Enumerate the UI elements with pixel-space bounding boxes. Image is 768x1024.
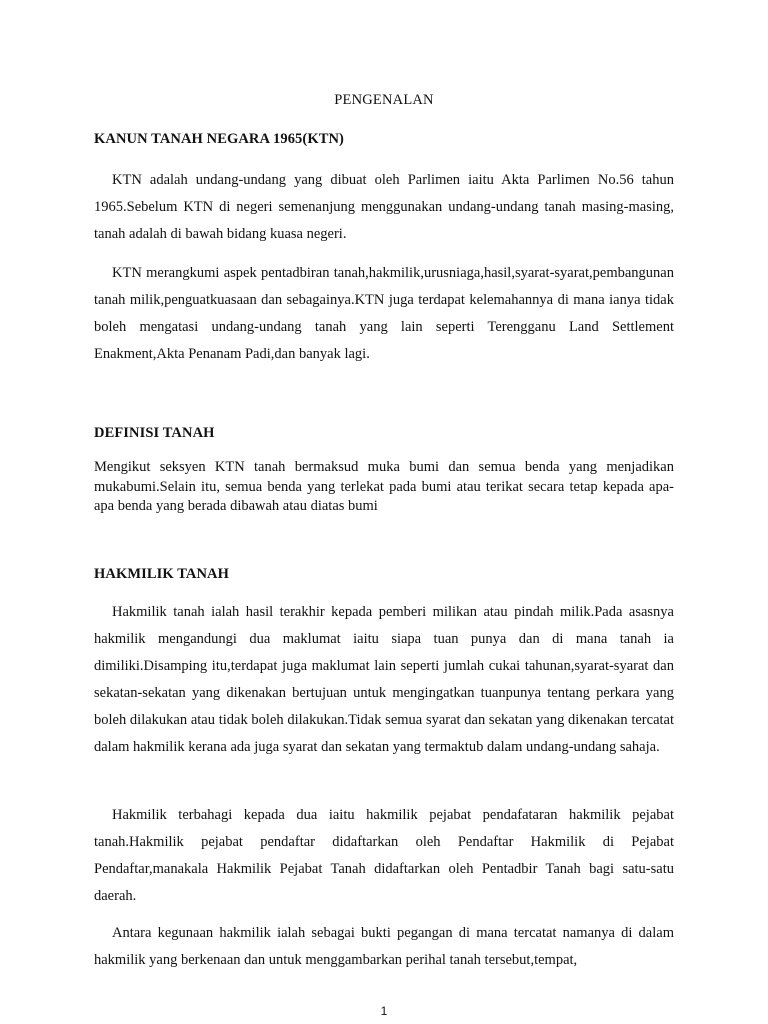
document-title: PENGENALAN xyxy=(334,92,434,108)
heading-definisi-tanah: DEFINISI TANAH xyxy=(94,425,215,441)
paragraph-hakmilik-1: Hakmilik tanah ialah hasil terakhir kepada pemberi milikan atau pindah milik.Pada asasnya hakmilik mengandungi dua maklumat iaitu siapa tuan punya dan di mana tanah ia dimiliki.Disamping itu,terdapat juga maklumat lain seperti jumlah cukai tahunan,syarat-syarat dan sekatan-sekatan yang dikenakan bertujuan untuk mengingatkan tuanpunya tentang perkara yang boleh dilakukan atau tidak boleh dilakukan.Tidak semua syarat dan sekatan yang dikenakan tercatat dalam hakmilik kerana ada juga syarat dan sekatan yang termaktub dalam undang-undang sahaja. xyxy=(94,604,674,755)
paragraph-ktn-2: KTN merangkumi aspek pentadbiran tanah,hakmilik,urusniaga,hasil,syarat-syarat,pembangunan tanah milik,penguatkuasaan dan sebagainya.KTN juga terdapat kelemahannya di mana ianya tidak boleh mengatasi undang-undang tanah yang lain seperti Terengganu Land Settlement Enakment,Akta Penanam Padi,dan banyak lagi. xyxy=(94,265,674,362)
paragraph-hakmilik-3: Antara kegunaan hakmilik ialah sebagai bukti pegangan di mana tercatat namanya di dalam hakmilik yang berkenaan dan untuk menggambarkan perihal tanah tersebut,tempat, xyxy=(94,925,674,968)
paragraph-hakmilik-2: Hakmilik terbahagi kepada dua iaitu hakmilik pejabat pendafataran hakmilik pejabat tanah.Hakmilik pejabat pendaftar didaftarkan oleh Pendaftar Hakmilik di Pejabat Pendaftar,manakala Hakmilik Pejabat Tanah didaftarkan oleh Pentadbir Tanah bagi satu-satu daerah. xyxy=(94,807,674,904)
heading-hakmilik-tanah: HAKMILIK TANAH xyxy=(94,566,230,582)
page-number: 1 xyxy=(380,1004,388,1018)
paragraph-definisi-tanah: Mengikut seksyen KTN tanah bermaksud muka bumi dan semua benda yang menjadikan mukabumi.Selain itu, semua benda yang terlekat pada bumi atau terikat secara tetap kepada apa-apa benda yang berada dibawah atau diatas bumi xyxy=(94,459,674,514)
paragraph-ktn-1: KTN adalah undang-undang yang dibuat oleh Parlimen iaitu Akta Parlimen No.56 tahun 1965.Sebelum KTN di negeri semenanjung menggunakan undang-undang tanah masing-masing, tanah adalah di bawah bidang kuasa negeri. xyxy=(94,172,674,242)
heading-ktn: KANUN TANAH NEGARA 1965(KTN) xyxy=(94,131,344,147)
